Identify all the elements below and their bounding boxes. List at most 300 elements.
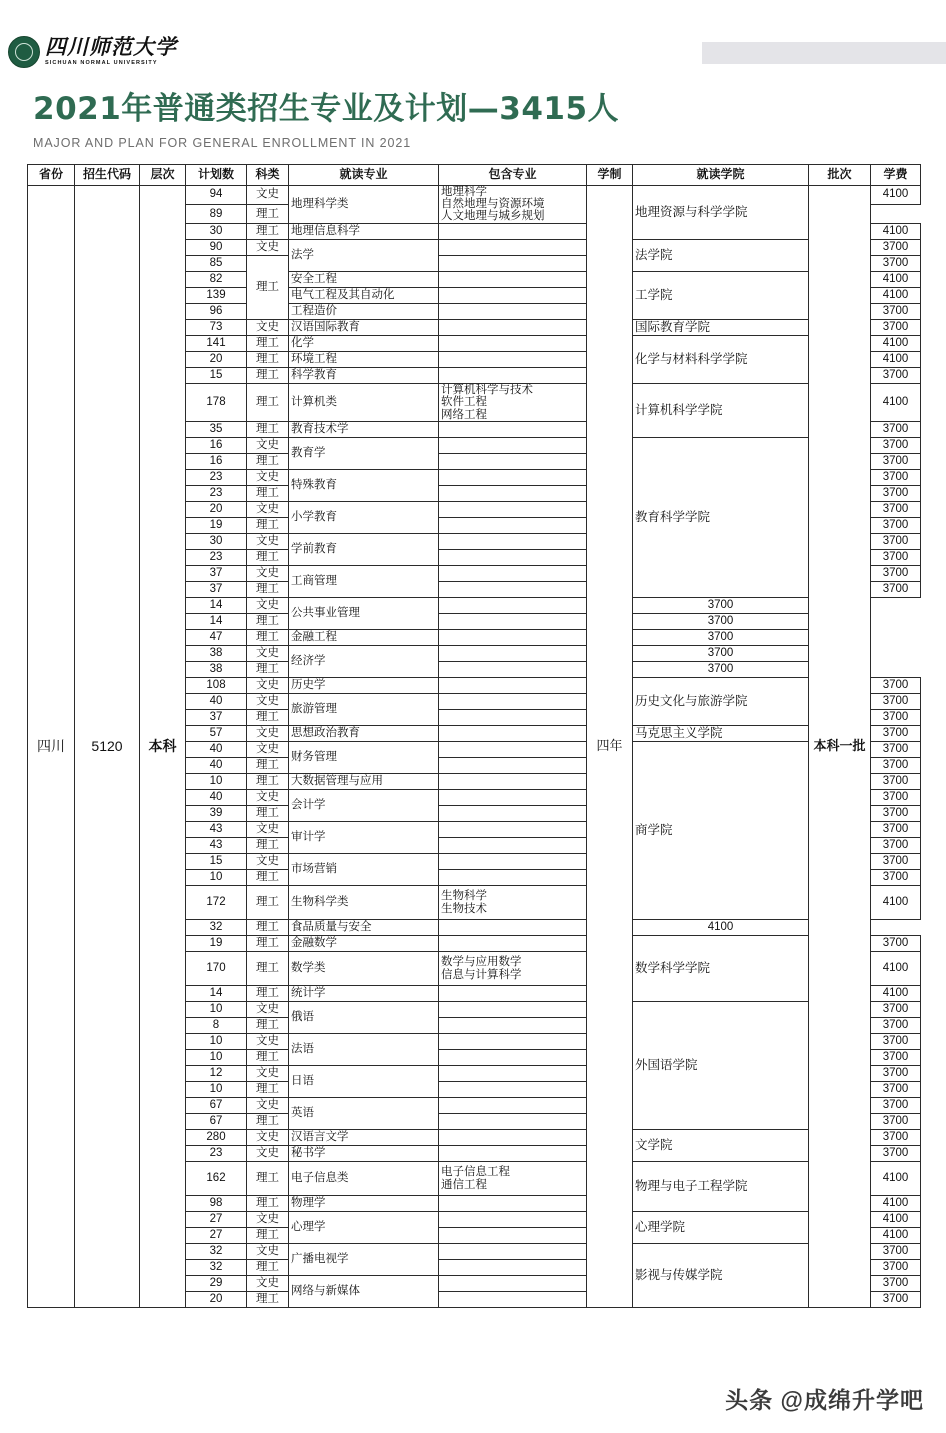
- cell-included-majors: [439, 518, 587, 534]
- cell-plan-count: 40: [186, 742, 247, 758]
- cell-category: 理工: [247, 870, 289, 886]
- cell-major: 俄语: [289, 1002, 439, 1034]
- cell-major: 旅游管理: [289, 694, 439, 726]
- cell-plan-count: 10: [186, 1034, 247, 1050]
- cell-plan-count: 10: [186, 1082, 247, 1098]
- cell-tuition: 4100: [871, 1196, 921, 1212]
- cell-category: 理工: [247, 710, 289, 726]
- cell-major: 特殊教育: [289, 470, 439, 502]
- cell-category: 文史: [247, 790, 289, 806]
- cell-tuition: 3700: [871, 486, 921, 502]
- cell-included-majors: [439, 271, 587, 287]
- cell-included-majors: [439, 854, 587, 870]
- cell-major: 网络与新媒体: [289, 1276, 439, 1308]
- cell-included-majors: [439, 1196, 587, 1212]
- cell-category: 理工: [247, 550, 289, 566]
- cell-plan-count: 27: [186, 1228, 247, 1244]
- cell-included-majors: [439, 936, 587, 952]
- cell-included-majors: [439, 1002, 587, 1018]
- cell-included-majors: [439, 566, 587, 582]
- cell-tuition: 3700: [871, 534, 921, 550]
- cell-plan-count: 94: [186, 185, 247, 204]
- cell-category: 文史: [247, 1212, 289, 1228]
- cell-tuition: 3700: [871, 255, 921, 271]
- th-duration: 学制: [587, 164, 633, 185]
- cell-plan-count: 14: [186, 986, 247, 1002]
- cell-tuition: 3700: [871, 742, 921, 758]
- cell-major: 经济学: [289, 646, 439, 678]
- cell-category: 理工: [247, 838, 289, 854]
- cell-college: 外国语学院: [633, 1002, 809, 1130]
- cell-category: 文史: [247, 534, 289, 550]
- cell-category: 文史: [247, 185, 289, 204]
- cell-category: 文史: [247, 566, 289, 582]
- cell-college: 文学院: [633, 1130, 809, 1162]
- cell-tuition: 3700: [871, 1034, 921, 1050]
- cell-category: 理工: [247, 758, 289, 774]
- cell-plan-count: 178: [186, 383, 247, 421]
- cell-tuition: 4100: [871, 335, 921, 351]
- cell-major: 教育技术学: [289, 422, 439, 438]
- cell-category: 理工: [247, 1228, 289, 1244]
- cell-category: 理工: [247, 1292, 289, 1308]
- cell-duration: 四年: [587, 185, 633, 1307]
- th-plan-count: 计划数: [186, 164, 247, 185]
- cell-category: 理工: [247, 774, 289, 790]
- th-tuition: 学费: [871, 164, 921, 185]
- cell-plan-count: 73: [186, 319, 247, 335]
- logo-name-cn: 四川师范大学: [45, 35, 177, 60]
- cell-major: 日语: [289, 1066, 439, 1098]
- cell-plan-count: 15: [186, 367, 247, 383]
- cell-plan-count: 108: [186, 678, 247, 694]
- cell-plan-count: 14: [186, 614, 247, 630]
- cell-plan-count: 10: [186, 774, 247, 790]
- cell-included-majors: [439, 582, 587, 598]
- cell-category: 理工: [247, 1260, 289, 1276]
- cell-included-majors: [439, 742, 587, 758]
- cell-plan-count: 19: [186, 936, 247, 952]
- cell-tuition: 3700: [633, 630, 809, 646]
- cell-category: 理工: [247, 422, 289, 438]
- cell-included-majors: [439, 726, 587, 742]
- cell-tuition: 3700: [871, 1050, 921, 1066]
- cell-included-majors: [439, 920, 587, 936]
- cell-category: 文史: [247, 1034, 289, 1050]
- page-subtitle: MAJOR AND PLAN FOR GENERAL ENROLLMENT IN 2021: [33, 135, 412, 150]
- cell-category: 理工: [247, 223, 289, 239]
- cell-category: 理工: [247, 454, 289, 470]
- cell-tuition: 3700: [871, 1114, 921, 1130]
- cell-college: 计算机科学学院: [633, 383, 809, 437]
- cell-category: 文史: [247, 1130, 289, 1146]
- cell-tuition: 4100: [871, 287, 921, 303]
- cell-category: 理工: [247, 1018, 289, 1034]
- cell-category: 文史: [247, 1244, 289, 1260]
- cell-major: 统计学: [289, 986, 439, 1002]
- cell-included-majors: [439, 287, 587, 303]
- university-logo: [8, 36, 177, 68]
- th-province: 省份: [28, 164, 75, 185]
- cell-tuition: 3700: [871, 758, 921, 774]
- cell-plan-count: 98: [186, 1196, 247, 1212]
- logo-name-en: SICHUAN NORMAL UNIVERSITY: [45, 60, 158, 67]
- cell-college: 心理学院: [633, 1212, 809, 1244]
- cell-included-majors: [439, 1114, 587, 1130]
- cell-major: 汉语言文学: [289, 1130, 439, 1146]
- cell-major: 地理信息科学: [289, 223, 439, 239]
- cell-included-majors: [439, 630, 587, 646]
- cell-included-majors: [439, 1244, 587, 1260]
- cell-category: 理工: [247, 367, 289, 383]
- plan-table-wrap: [27, 164, 920, 1308]
- cell-plan-count: 141: [186, 335, 247, 351]
- cell-major: 汉语国际教育: [289, 319, 439, 335]
- cell-category: 理工: [247, 662, 289, 678]
- cell-major: 心理学: [289, 1212, 439, 1244]
- cell-major: 环境工程: [289, 351, 439, 367]
- cell-category: 文史: [247, 438, 289, 454]
- cell-major: 公共事业管理: [289, 598, 439, 630]
- cell-category: 文史: [247, 239, 289, 255]
- cell-plan-count: 23: [186, 470, 247, 486]
- cell-tuition: 3700: [871, 870, 921, 886]
- cell-tuition: 3700: [871, 1130, 921, 1146]
- cell-tuition: 3700: [871, 1146, 921, 1162]
- cell-category: 理工: [247, 255, 289, 319]
- cell-plan-count: 10: [186, 870, 247, 886]
- cell-included-majors: [439, 422, 587, 438]
- cell-category: 理工: [247, 518, 289, 534]
- cell-college: 数学科学学院: [633, 936, 809, 1002]
- cell-tuition: 4100: [871, 1212, 921, 1228]
- cell-category: 理工: [247, 1196, 289, 1212]
- cell-category: 理工: [247, 582, 289, 598]
- cell-tuition: 3700: [871, 1082, 921, 1098]
- cell-category: 理工: [247, 486, 289, 502]
- cell-category: 文史: [247, 1146, 289, 1162]
- cell-plan-count: 67: [186, 1098, 247, 1114]
- cell-tuition: 4100: [871, 223, 921, 239]
- cell-tuition: 4100: [871, 1228, 921, 1244]
- cell-tuition: 3700: [871, 936, 921, 952]
- cell-tuition: 3700: [871, 1066, 921, 1082]
- cell-plan-count: 170: [186, 952, 247, 986]
- cell-tuition: 4100: [871, 271, 921, 287]
- cell-plan-count: 8: [186, 1018, 247, 1034]
- cell-tuition: 4100: [871, 351, 921, 367]
- cell-tuition: 3700: [871, 806, 921, 822]
- cell-included-majors: 地理科学 自然地理与资源环境 人文地理与城乡规划: [439, 185, 587, 223]
- cell-included-majors: [439, 1212, 587, 1228]
- cell-included-majors: [439, 255, 587, 271]
- cell-major: 市场营销: [289, 854, 439, 886]
- seal-icon: [8, 36, 40, 68]
- cell-category: 文史: [247, 678, 289, 694]
- cell-plan-count: 29: [186, 1276, 247, 1292]
- cell-included-majors: [439, 303, 587, 319]
- cell-plan-count: 16: [186, 438, 247, 454]
- cell-major: 计算机类: [289, 383, 439, 421]
- cell-plan-count: 40: [186, 758, 247, 774]
- cell-category: 理工: [247, 204, 289, 223]
- cell-category: 文史: [247, 822, 289, 838]
- cell-tuition: 3700: [871, 1292, 921, 1308]
- enrollment-plan-table: [27, 164, 921, 1308]
- cell-category: 理工: [247, 1162, 289, 1196]
- cell-category: 理工: [247, 351, 289, 367]
- cell-plan-count: 37: [186, 710, 247, 726]
- cell-major: 法学: [289, 239, 439, 271]
- cell-included-majors: [439, 239, 587, 255]
- cell-plan-count: 14: [186, 598, 247, 614]
- cell-college: 影视与传媒学院: [633, 1244, 809, 1308]
- cell-major: 地理科学类: [289, 185, 439, 223]
- cell-tuition: 3700: [871, 367, 921, 383]
- cell-plan-count: 38: [186, 646, 247, 662]
- cell-included-majors: [439, 470, 587, 486]
- cell-plan-count: 32: [186, 920, 247, 936]
- cell-major: 电气工程及其自动化: [289, 287, 439, 303]
- cell-major: 广播电视学: [289, 1244, 439, 1276]
- cell-included-majors: 电子信息工程 通信工程: [439, 1162, 587, 1196]
- cell-tuition: 3700: [871, 854, 921, 870]
- cell-plan-count: 30: [186, 534, 247, 550]
- cell-tuition: 3700: [871, 678, 921, 694]
- watermark: 头条 @成绵升学吧: [725, 1387, 924, 1413]
- cell-included-majors: [439, 662, 587, 678]
- cell-major: 生物科学类: [289, 886, 439, 920]
- cell-included-majors: [439, 1130, 587, 1146]
- th-included: 包含专业: [439, 164, 587, 185]
- page-header: [0, 0, 946, 92]
- cell-category: 理工: [247, 886, 289, 920]
- cell-included-majors: [439, 614, 587, 630]
- cell-category: 文史: [247, 470, 289, 486]
- cell-major: 学前教育: [289, 534, 439, 566]
- cell-major: 财务管理: [289, 742, 439, 774]
- cell-category: 文史: [247, 726, 289, 742]
- cell-tuition: 3700: [871, 1276, 921, 1292]
- cell-tuition: 3700: [871, 303, 921, 319]
- cell-major: 英语: [289, 1098, 439, 1130]
- cell-major: 小学教育: [289, 502, 439, 534]
- cell-college: 国际教育学院: [633, 319, 809, 335]
- cell-included-majors: [439, 454, 587, 470]
- cell-category: 文史: [247, 502, 289, 518]
- cell-plan-count: 10: [186, 1002, 247, 1018]
- cell-major: 安全工程: [289, 271, 439, 287]
- cell-category: 理工: [247, 806, 289, 822]
- cell-plan-count: 12: [186, 1066, 247, 1082]
- cell-college: 物理与电子工程学院: [633, 1162, 809, 1212]
- cell-tuition: 3700: [633, 646, 809, 662]
- cell-college: 商学院: [633, 742, 809, 920]
- cell-included-majors: [439, 486, 587, 502]
- cell-included-majors: [439, 1228, 587, 1244]
- cell-tuition: 3700: [871, 566, 921, 582]
- cell-included-majors: 生物科学 生物技术: [439, 886, 587, 920]
- cell-tuition: 3700: [871, 726, 921, 742]
- cell-major: 秘书学: [289, 1146, 439, 1162]
- cell-major: 法语: [289, 1034, 439, 1066]
- cell-category: 理工: [247, 614, 289, 630]
- cell-major: 科学教育: [289, 367, 439, 383]
- cell-plan-count: 35: [186, 422, 247, 438]
- cell-included-majors: [439, 1066, 587, 1082]
- th-category: 科类: [247, 164, 289, 185]
- cell-plan-count: 47: [186, 630, 247, 646]
- cell-included-majors: [439, 1098, 587, 1114]
- cell-included-majors: [439, 1018, 587, 1034]
- cell-included-majors: 数学与应用数学 信息与计算科学: [439, 952, 587, 986]
- cell-plan-count: 15: [186, 854, 247, 870]
- cell-major: 化学: [289, 335, 439, 351]
- cell-tuition: 3700: [871, 319, 921, 335]
- cell-included-majors: [439, 502, 587, 518]
- cell-tuition: 3700: [871, 550, 921, 566]
- cell-tuition: 4100: [871, 185, 921, 204]
- cell-major: 电子信息类: [289, 1162, 439, 1196]
- cell-tuition: 3700: [871, 1244, 921, 1260]
- th-batch: 批次: [809, 164, 871, 185]
- cell-batch: 本科一批: [809, 185, 871, 1307]
- cell-included-majors: 计算机科学与技术 软件工程 网络工程: [439, 383, 587, 421]
- cell-major: 工程造价: [289, 303, 439, 319]
- cell-tuition: 4100: [871, 1162, 921, 1196]
- cell-tuition: 3700: [871, 710, 921, 726]
- cell-plan-count: 20: [186, 502, 247, 518]
- cell-category: 文史: [247, 646, 289, 662]
- cell-category: 理工: [247, 1082, 289, 1098]
- cell-included-majors: [439, 790, 587, 806]
- cell-included-majors: [439, 1292, 587, 1308]
- cell-category: 文史: [247, 1276, 289, 1292]
- cell-tuition: 4100: [871, 886, 921, 920]
- cell-included-majors: [439, 646, 587, 662]
- cell-included-majors: [439, 438, 587, 454]
- cell-plan-count: 43: [186, 822, 247, 838]
- cell-college: 地理资源与科学学院: [633, 185, 809, 239]
- cell-category: 理工: [247, 986, 289, 1002]
- cell-included-majors: [439, 1260, 587, 1276]
- cell-included-majors: [439, 598, 587, 614]
- cell-major: 大数据管理与应用: [289, 774, 439, 790]
- cell-major: 数学类: [289, 952, 439, 986]
- cell-tuition: 3700: [871, 582, 921, 598]
- cell-included-majors: [439, 986, 587, 1002]
- cell-code: 5120: [75, 185, 140, 1307]
- cell-included-majors: [439, 550, 587, 566]
- logo-text: [45, 37, 177, 67]
- cell-tuition: 4100: [871, 952, 921, 986]
- cell-category: 文史: [247, 694, 289, 710]
- cell-plan-count: 38: [186, 662, 247, 678]
- cell-tuition: 4100: [633, 920, 809, 936]
- cell-tuition: 3700: [633, 614, 809, 630]
- cell-plan-count: 30: [186, 223, 247, 239]
- cell-tuition: 3700: [871, 1018, 921, 1034]
- cell-tuition: 3700: [871, 518, 921, 534]
- cell-included-majors: [439, 1082, 587, 1098]
- cell-included-majors: [439, 806, 587, 822]
- cell-province: 四川: [28, 185, 75, 1307]
- cell-major: 会计学: [289, 790, 439, 822]
- cell-included-majors: [439, 678, 587, 694]
- th-level: 层次: [140, 164, 186, 185]
- cell-college: 马克思主义学院: [633, 726, 809, 742]
- cell-plan-count: 37: [186, 566, 247, 582]
- cell-tuition: 3700: [871, 454, 921, 470]
- cell-included-majors: [439, 319, 587, 335]
- cell-category: 理工: [247, 335, 289, 351]
- cell-tuition: 4100: [871, 383, 921, 421]
- cell-plan-count: 67: [186, 1114, 247, 1130]
- cell-college: 化学与材料科学学院: [633, 335, 809, 383]
- cell-plan-count: 23: [186, 1146, 247, 1162]
- cell-category: 文史: [247, 1002, 289, 1018]
- cell-included-majors: [439, 367, 587, 383]
- cell-category: 理工: [247, 1114, 289, 1130]
- cell-plan-count: 32: [186, 1260, 247, 1276]
- cell-tuition: 3700: [871, 470, 921, 486]
- cell-major: 物理学: [289, 1196, 439, 1212]
- cell-plan-count: 89: [186, 204, 247, 223]
- th-code: 招生代码: [75, 164, 140, 185]
- cell-major: 思想政治教育: [289, 726, 439, 742]
- cell-category: 文史: [247, 1098, 289, 1114]
- cell-plan-count: 23: [186, 550, 247, 566]
- cell-plan-count: 39: [186, 806, 247, 822]
- cell-category: 理工: [247, 952, 289, 986]
- cell-category: 理工: [247, 936, 289, 952]
- table-header-row: [28, 164, 921, 185]
- cell-major: 金融工程: [289, 630, 439, 646]
- cell-included-majors: [439, 1050, 587, 1066]
- cell-major: 审计学: [289, 822, 439, 854]
- cell-plan-count: 139: [186, 287, 247, 303]
- cell-included-majors: [439, 1276, 587, 1292]
- th-major: 就读专业: [289, 164, 439, 185]
- cell-college: 工学院: [633, 271, 809, 319]
- cell-category: 理工: [247, 630, 289, 646]
- cell-tuition: 3700: [871, 502, 921, 518]
- cell-plan-count: 27: [186, 1212, 247, 1228]
- cell-tuition: 3700: [871, 239, 921, 255]
- cell-tuition: 3700: [871, 1002, 921, 1018]
- cell-plan-count: 57: [186, 726, 247, 742]
- cell-plan-count: 82: [186, 271, 247, 287]
- header-gray-bar: [702, 42, 946, 64]
- cell-included-majors: [439, 774, 587, 790]
- cell-plan-count: 23: [186, 486, 247, 502]
- cell-plan-count: 162: [186, 1162, 247, 1196]
- cell-included-majors: [439, 351, 587, 367]
- cell-plan-count: 85: [186, 255, 247, 271]
- cell-college: 法学院: [633, 239, 809, 271]
- cell-plan-count: 43: [186, 838, 247, 854]
- cell-tuition: 3700: [871, 694, 921, 710]
- cell-plan-count: 10: [186, 1050, 247, 1066]
- cell-tuition: 3700: [871, 790, 921, 806]
- cell-major: 金融数学: [289, 936, 439, 952]
- cell-college: 教育科学学院: [633, 438, 809, 598]
- cell-plan-count: 90: [186, 239, 247, 255]
- cell-tuition: 3700: [871, 438, 921, 454]
- cell-plan-count: 19: [186, 518, 247, 534]
- cell-category: 文史: [247, 1066, 289, 1082]
- cell-plan-count: 16: [186, 454, 247, 470]
